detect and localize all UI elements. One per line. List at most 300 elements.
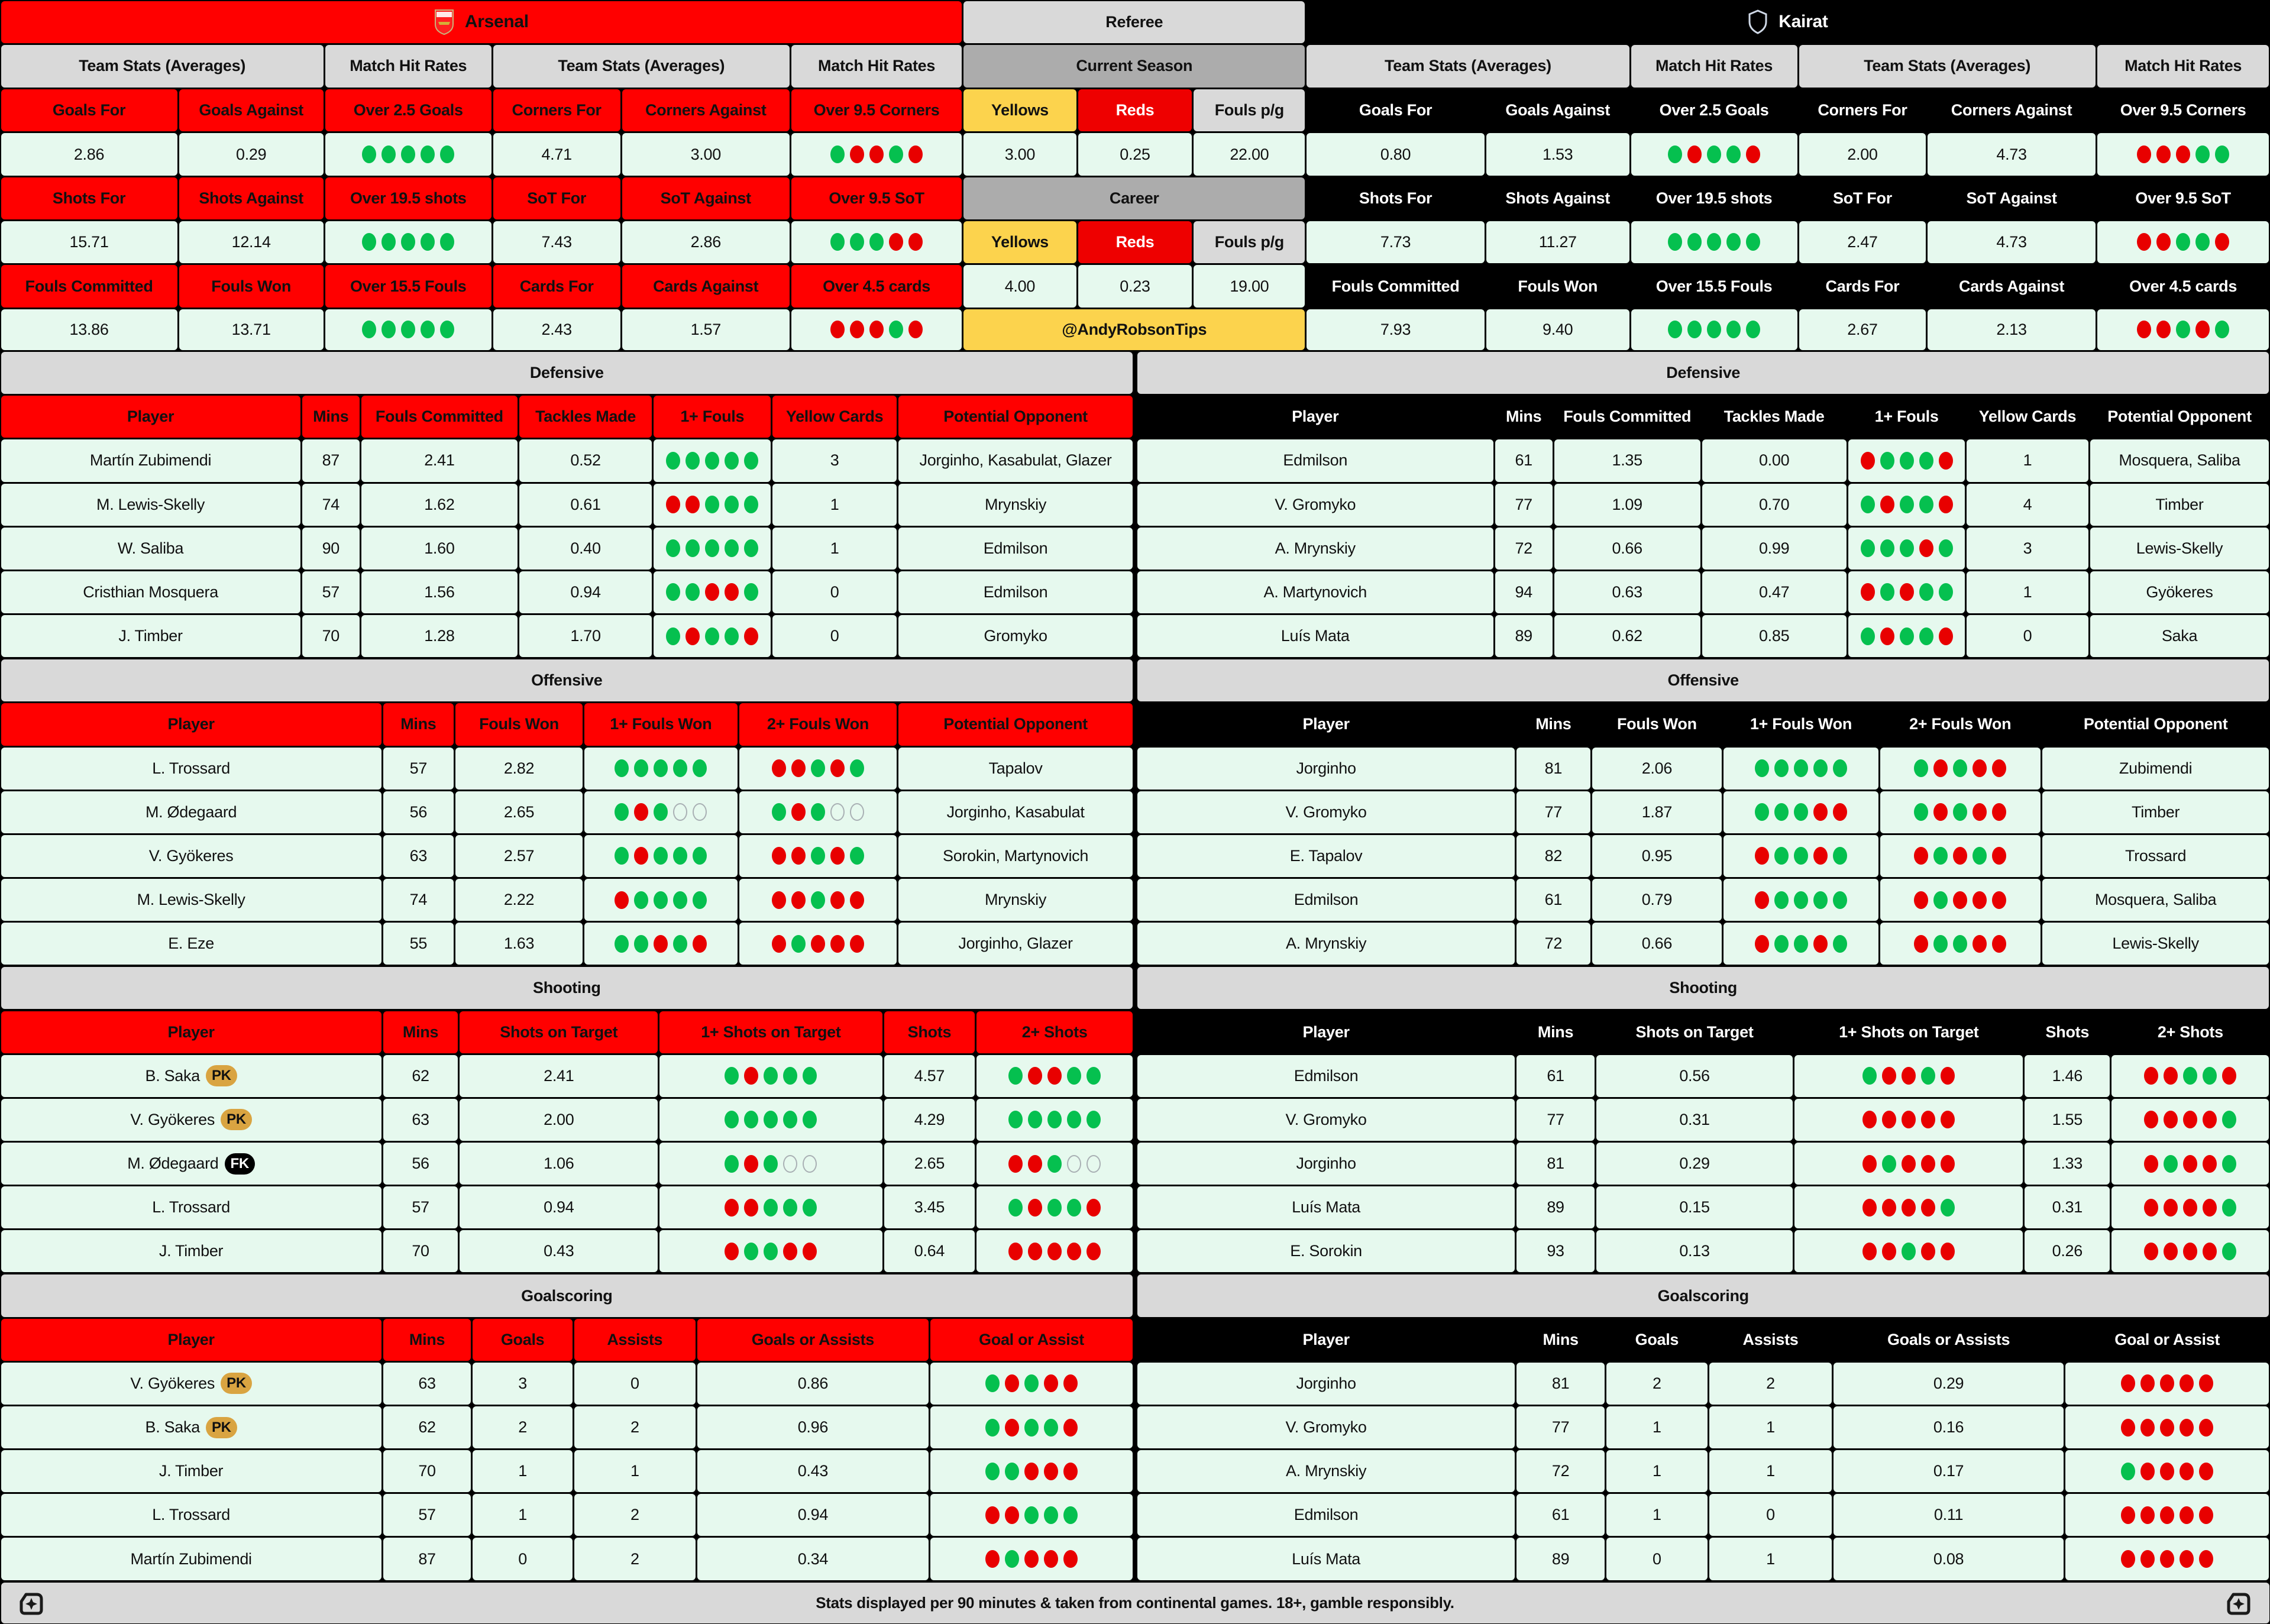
- form-dots: [985, 1374, 1078, 1392]
- column-header-2-fouls-won[interactable]: [1880, 703, 2041, 745]
- stat-value: 0.34: [797, 1549, 829, 1568]
- column-header-potential-opponent-text: Potential Opponent: [2107, 407, 2252, 426]
- column-header-2-fouls-won[interactable]: [739, 703, 897, 745]
- shooting-section-title: [1, 967, 1133, 1009]
- player-name-text: J. Timber: [118, 627, 183, 645]
- stat-cell: [898, 571, 1133, 613]
- column-header-tackles-made[interactable]: [519, 396, 652, 438]
- stat-cell: [930, 1494, 1133, 1536]
- column-header-player-text: Player: [167, 715, 215, 733]
- column-header-1-shots-on-target[interactable]: [659, 1011, 882, 1053]
- player-name[interactable]: [1137, 1143, 1515, 1185]
- stat-label-text: Goals Against: [199, 101, 303, 119]
- column-header-fouls-won[interactable]: [455, 703, 583, 745]
- stat-value: 81: [1551, 1374, 1570, 1392]
- column-header-yellow-cards-text: Yellow Cards: [1978, 407, 2077, 426]
- column-header-potential-opponent[interactable]: [2090, 396, 2269, 438]
- form-dots: [725, 1243, 817, 1260]
- hit-rate-cell: [325, 309, 491, 350]
- referee-career-value-text: 19.00: [1230, 277, 1269, 295]
- hit-dot-icon: [666, 583, 680, 601]
- stat-label: [1486, 265, 1629, 308]
- column-header-yellow-cards[interactable]: [772, 396, 897, 438]
- column-header-fouls-committed[interactable]: [1554, 396, 1700, 438]
- stat-label: [1, 177, 177, 219]
- hit-dot-icon: [744, 452, 758, 470]
- stat-value: 0.94: [570, 583, 601, 601]
- column-header-1-shots-on-target-text: 1+ Shots on Target: [701, 1023, 841, 1041]
- miss-dot-icon: [2160, 1463, 2174, 1480]
- stat-cell: [898, 748, 1133, 790]
- stat-value: 57: [409, 759, 428, 777]
- column-header-shots-on-target[interactable]: [460, 1011, 658, 1053]
- player-name[interactable]: [1137, 1055, 1515, 1097]
- player-name[interactable]: [1137, 1230, 1515, 1272]
- form-dots: [1862, 1067, 1955, 1085]
- miss-dot-icon: [2199, 1506, 2213, 1524]
- stat-cell: [1592, 879, 1722, 921]
- stat-cell: [654, 615, 771, 657]
- player-name[interactable]: [1, 1099, 381, 1141]
- social-handle-link[interactable]: [963, 309, 1305, 350]
- column-header-mins[interactable]: [302, 396, 360, 438]
- column-header-assists[interactable]: [1709, 1319, 1832, 1361]
- hit-dot-icon: [654, 847, 668, 865]
- hit-dot-icon: [1794, 891, 1808, 909]
- stat-value: 1.28: [424, 627, 455, 645]
- form-dots: [2137, 321, 2229, 338]
- hit-dot-icon: [1005, 1550, 1019, 1568]
- column-header-tackles-made[interactable]: [1702, 396, 1847, 438]
- column-header-1-fouls[interactable]: [1848, 396, 1965, 438]
- referee-career-value: [1078, 265, 1192, 308]
- player-name[interactable]: [1, 879, 381, 921]
- hit-dot-icon: [1774, 759, 1789, 777]
- stat-cell: [884, 1099, 975, 1141]
- form-dots: [1861, 496, 1953, 513]
- column-header-tackles-made-text: Tackles Made: [1723, 407, 1825, 426]
- stat-value: 55: [409, 934, 428, 953]
- stat-label-text: SoT For: [1833, 189, 1892, 207]
- miss-dot-icon: [666, 496, 680, 513]
- form-dots: [2144, 1155, 2236, 1173]
- player-name[interactable]: [1, 1450, 381, 1492]
- stat-value: 77: [1515, 495, 1532, 513]
- offensive-section-title-text: Offensive: [1667, 671, 1739, 690]
- stat-cell: [519, 528, 652, 570]
- referee-season-value: [963, 133, 1076, 176]
- hit-dot-icon: [1953, 803, 1967, 821]
- player-name[interactable]: [1137, 791, 1515, 833]
- column-header-player[interactable]: [1137, 396, 1493, 438]
- column-header-goals-or-assists[interactable]: [697, 1319, 929, 1361]
- away-team-header: [1307, 1, 2269, 44]
- empty-dot-icon: [830, 803, 845, 821]
- stat-label: [325, 265, 491, 308]
- column-header-mins[interactable]: [1495, 396, 1553, 438]
- player-name[interactable]: [1137, 879, 1515, 921]
- miss-dot-icon: [2121, 1419, 2135, 1437]
- hit-dot-icon: [1880, 539, 1894, 557]
- stat-cell: [2111, 1230, 2269, 1272]
- hit-rate-cell: [1631, 133, 1797, 176]
- stat-value: [179, 309, 324, 350]
- stat-value-text: 2.86: [690, 232, 721, 251]
- hit-dot-icon: [1774, 891, 1789, 909]
- hit-dot-icon: [744, 1243, 758, 1260]
- stat-cell: [2111, 1099, 2269, 1141]
- stat-value: 1.35: [1612, 451, 1642, 470]
- hit-rate-cell: [325, 221, 491, 264]
- player-name[interactable]: [1137, 1450, 1515, 1492]
- stat-value: 1.09: [1612, 495, 1642, 513]
- stat-label-text: Cards Against: [653, 277, 759, 295]
- player-name-text: Edmilson: [1294, 1506, 1359, 1524]
- stat-value: 0.66: [1612, 539, 1642, 557]
- miss-dot-icon: [2144, 1111, 2158, 1128]
- column-header-goal-or-assist-text: Goal or Assist: [979, 1330, 1084, 1348]
- column-header-goals-or-assists[interactable]: [1834, 1319, 2064, 1361]
- stat-value: Gromyko: [984, 627, 1047, 645]
- miss-dot-icon: [2183, 1111, 2197, 1128]
- miss-dot-icon: [2183, 1243, 2197, 1260]
- stat-value-text: 1.57: [690, 320, 721, 338]
- column-header-goals[interactable]: [1606, 1319, 1708, 1361]
- group-header-0-text: Team Stats (Averages): [1385, 57, 1551, 75]
- player-name[interactable]: [1, 615, 300, 657]
- column-header-player[interactable]: [1, 703, 381, 745]
- stat-cell: [1606, 1450, 1708, 1492]
- hit-dot-icon: [362, 145, 376, 163]
- stat-label: [1928, 177, 2095, 219]
- stat-cell: [1967, 615, 2088, 657]
- hit-dot-icon: [666, 627, 680, 645]
- column-header-2-shots[interactable]: [976, 1011, 1133, 1053]
- player-name[interactable]: [1137, 923, 1515, 965]
- hit-dot-icon: [2215, 145, 2229, 163]
- player-name-text: J. Timber: [159, 1242, 224, 1260]
- stat-cell: [739, 791, 897, 833]
- kairat-shield-icon: [1748, 9, 1768, 35]
- column-header-mins[interactable]: [1516, 703, 1590, 745]
- miss-dot-icon: [1063, 1550, 1078, 1568]
- player-name[interactable]: [1, 1230, 381, 1272]
- stat-value: 57: [412, 1198, 429, 1217]
- player-name[interactable]: [1137, 1406, 1515, 1448]
- column-header-mins[interactable]: [1516, 1011, 1595, 1053]
- stat-value: 3.45: [914, 1198, 945, 1217]
- miss-dot-icon: [1087, 1199, 1101, 1217]
- stat-cell: [2111, 1055, 2269, 1097]
- miss-dot-icon: [1921, 1243, 1935, 1260]
- hit-dot-icon: [783, 1199, 797, 1217]
- player-name[interactable]: [1, 1143, 381, 1185]
- form-dots: [615, 759, 707, 777]
- miss-dot-icon: [2222, 1067, 2236, 1085]
- player-name[interactable]: [1, 835, 381, 877]
- hit-dot-icon: [1755, 759, 1769, 777]
- stat-cell: [697, 1494, 929, 1536]
- hit-dot-icon: [1755, 803, 1769, 821]
- column-header-shots-on-target[interactable]: [1596, 1011, 1793, 1053]
- player-name[interactable]: [1137, 484, 1493, 526]
- stat-cell: [473, 1363, 572, 1405]
- miss-dot-icon: [1044, 1463, 1058, 1480]
- column-header-2-shots-text: 2+ Shots: [1021, 1023, 1088, 1041]
- home-team-header: [1, 1, 962, 44]
- player-name[interactable]: [1, 1363, 381, 1405]
- column-header-fouls-committed[interactable]: [361, 396, 518, 438]
- stat-label-text: Fouls Won: [1518, 277, 1598, 295]
- hit-dot-icon: [401, 233, 415, 251]
- stat-value: 1.63: [503, 934, 535, 953]
- column-header-1-fouls[interactable]: [654, 396, 771, 438]
- player-name[interactable]: [1137, 835, 1515, 877]
- stat-cell: [1596, 1099, 1793, 1141]
- stat-cell: [1834, 1363, 2064, 1405]
- player-name[interactable]: [1, 484, 300, 526]
- column-header-potential-opponent[interactable]: [898, 703, 1133, 745]
- column-header-shots-text: Shots: [2045, 1023, 2090, 1041]
- stat-label: [493, 89, 620, 132]
- miss-dot-icon: [2121, 1374, 2135, 1392]
- hit-dot-icon: [764, 1155, 778, 1173]
- miss-dot-icon: [2137, 321, 2151, 338]
- form-dots: [2121, 1506, 2213, 1524]
- stat-label-text: Shots For: [52, 189, 126, 207]
- player-name[interactable]: [1137, 528, 1493, 570]
- stat-value: 0.26: [2052, 1242, 2083, 1260]
- player-name[interactable]: [1, 1055, 381, 1097]
- player-name[interactable]: [1, 748, 381, 790]
- hit-dot-icon: [666, 452, 680, 470]
- hit-dot-icon: [1067, 1111, 1081, 1128]
- referee-season-value-text: 22.00: [1230, 145, 1269, 163]
- stat-label: [622, 177, 790, 219]
- miss-dot-icon: [869, 321, 884, 338]
- column-header-player[interactable]: [1137, 1011, 1515, 1053]
- stat-cell: [1592, 791, 1722, 833]
- stat-cell: [1723, 748, 1878, 790]
- form-dots: [985, 1463, 1078, 1480]
- hit-dot-icon: [685, 452, 700, 470]
- referee-title-text: Referee: [1105, 12, 1163, 31]
- column-header-assists[interactable]: [574, 1319, 696, 1361]
- column-header-potential-opponent[interactable]: [2042, 703, 2269, 745]
- stat-cell: [2042, 923, 2269, 965]
- stat-label-text: Shots Against: [199, 189, 303, 207]
- miss-dot-icon: [1028, 1067, 1042, 1085]
- form-dots: [772, 759, 864, 777]
- hit-rate-cell: [325, 133, 491, 176]
- stat-value: 0.63: [1612, 583, 1642, 601]
- player-name-text: J. Timber: [159, 1462, 224, 1480]
- stat-label: [622, 265, 790, 308]
- stat-value: 1.55: [2052, 1110, 2083, 1128]
- player-name[interactable]: [1, 1186, 381, 1228]
- stat-label: [1928, 265, 2095, 308]
- group-header-3-text: Match Hit Rates: [818, 57, 936, 75]
- stat-cell: [898, 923, 1133, 965]
- stat-value: 0: [630, 1374, 639, 1392]
- group-header-3: [2097, 45, 2269, 88]
- miss-dot-icon: [2160, 1550, 2174, 1568]
- miss-dot-icon: [889, 233, 903, 251]
- referee-career-value-text: 0.23: [1120, 277, 1150, 295]
- stat-cell: [1709, 1538, 1832, 1580]
- player-name[interactable]: [1, 791, 381, 833]
- player-name[interactable]: [1137, 1363, 1515, 1405]
- column-header-player[interactable]: [1137, 1319, 1515, 1361]
- stat-cell: [659, 1099, 882, 1141]
- stat-cell: [383, 1186, 458, 1228]
- player-name-text: V. Gromyko: [1285, 1418, 1367, 1437]
- column-header-1-shots-on-target[interactable]: [1794, 1011, 2023, 1053]
- player-name-text: B. Saka: [145, 1418, 200, 1437]
- stat-label: [493, 265, 620, 308]
- miss-dot-icon: [1882, 1067, 1896, 1085]
- stat-cell: [930, 1450, 1133, 1492]
- column-header-player[interactable]: [1137, 703, 1515, 745]
- form-dots: [1861, 452, 1953, 470]
- stat-value: [1307, 133, 1485, 176]
- column-header-player-text: Player: [1302, 1023, 1350, 1041]
- player-name[interactable]: [1137, 1538, 1515, 1580]
- column-header-potential-opponent[interactable]: [898, 396, 1133, 438]
- player-name[interactable]: [1, 923, 381, 965]
- player-name[interactable]: [1137, 1186, 1515, 1228]
- stat-cell: [1848, 571, 1965, 613]
- hit-dot-icon: [1939, 583, 1953, 601]
- miss-dot-icon: [2156, 145, 2171, 163]
- hit-dot-icon: [1900, 627, 1914, 645]
- stat-cell: [460, 1186, 658, 1228]
- hit-dot-icon: [1833, 847, 1847, 865]
- column-header-player[interactable]: [1, 396, 300, 438]
- stat-cell: [898, 791, 1133, 833]
- form-dots: [2144, 1199, 2236, 1217]
- stat-cell: [1516, 1230, 1595, 1272]
- hit-dot-icon: [1939, 539, 1953, 557]
- miss-dot-icon: [1933, 803, 1948, 821]
- column-header-yellow-cards[interactable]: [1967, 396, 2088, 438]
- column-header-shots[interactable]: [2025, 1011, 2110, 1053]
- miss-dot-icon: [1028, 1155, 1042, 1173]
- stat-value: 2: [630, 1418, 639, 1437]
- stat-cell: [654, 484, 771, 526]
- stat-value: 0.64: [914, 1242, 945, 1260]
- column-header-player[interactable]: [1, 1011, 381, 1053]
- hit-dot-icon: [381, 233, 396, 251]
- column-header-1-fouls-won[interactable]: [1723, 703, 1878, 745]
- player-name[interactable]: [1, 439, 300, 481]
- offensive-section-title: [1, 659, 1133, 701]
- stat-cell: [1709, 1494, 1832, 1536]
- stat-cell: [460, 1230, 658, 1272]
- stat-cell: [1596, 1143, 1793, 1185]
- stat-value: 2.65: [503, 803, 535, 821]
- defensive-section-title-text: Defensive: [1666, 364, 1741, 382]
- player-name[interactable]: [1, 1494, 381, 1536]
- column-header-1-fouls-won[interactable]: [584, 703, 738, 745]
- column-header-1-fouls-won-text: 1+ Fouls Won: [1750, 715, 1852, 733]
- form-dots: [772, 891, 864, 909]
- player-name[interactable]: [1, 528, 300, 570]
- player-name[interactable]: [1, 1406, 381, 1448]
- player-name[interactable]: [1137, 1099, 1515, 1141]
- column-header-goals[interactable]: [473, 1319, 572, 1361]
- player-name[interactable]: [1137, 615, 1493, 657]
- group-header-2: [1799, 45, 2096, 88]
- stat-value: 0: [1653, 1549, 1661, 1568]
- column-header-goal-or-assist[interactable]: [930, 1319, 1133, 1361]
- stat-cell: [1606, 1406, 1708, 1448]
- hit-dot-icon: [2195, 233, 2210, 251]
- hit-dot-icon: [1919, 627, 1933, 645]
- player-name[interactable]: [1137, 748, 1515, 790]
- miss-dot-icon: [1005, 1374, 1019, 1392]
- penalty-taker-badge: PK: [206, 1065, 237, 1086]
- player-name[interactable]: [1137, 571, 1493, 613]
- miss-dot-icon: [744, 1155, 758, 1173]
- column-header-2-shots[interactable]: [2111, 1011, 2269, 1053]
- referee-season-value: [1078, 133, 1192, 176]
- stat-cell: [1606, 1538, 1708, 1580]
- stat-cell: [2042, 791, 2269, 833]
- column-header-goal-or-assist-text: Goal or Assist: [2114, 1330, 2220, 1348]
- hit-dot-icon: [803, 1111, 817, 1128]
- form-dots: [1861, 539, 1953, 557]
- column-header-shots[interactable]: [884, 1011, 975, 1053]
- stat-value: 0.66: [1641, 934, 1673, 953]
- stat-value: [1799, 221, 1926, 264]
- hit-dot-icon: [1933, 891, 1948, 909]
- column-header-mins[interactable]: [383, 703, 454, 745]
- miss-dot-icon: [830, 935, 845, 953]
- stat-cell: [1516, 1143, 1595, 1185]
- player-name[interactable]: [1137, 1494, 1515, 1536]
- column-header-goal-or-assist[interactable]: [2065, 1319, 2269, 1361]
- empty-dot-icon: [693, 803, 707, 821]
- column-header-fouls-won[interactable]: [1592, 703, 1722, 745]
- yellows-header-text: Yellows: [991, 232, 1049, 251]
- miss-dot-icon: [2144, 1243, 2158, 1260]
- miss-dot-icon: [1921, 1111, 1935, 1128]
- stat-value: [1486, 133, 1629, 176]
- miss-dot-icon: [1953, 891, 1967, 909]
- stat-value: 0.00: [1758, 451, 1790, 470]
- reds-header: [1078, 89, 1192, 132]
- column-header-player[interactable]: [1, 1319, 381, 1361]
- stat-value: 1: [1766, 1462, 1775, 1480]
- free-kick-taker-badge: FK: [225, 1153, 255, 1175]
- column-header-mins[interactable]: [1516, 1319, 1605, 1361]
- hit-dot-icon: [1794, 935, 1808, 953]
- column-header-mins[interactable]: [383, 1319, 471, 1361]
- miss-dot-icon: [1063, 1463, 1078, 1480]
- player-name[interactable]: [1, 571, 300, 613]
- column-header-tackles-made-text: Tackles Made: [535, 407, 636, 426]
- player-name[interactable]: [1137, 439, 1493, 481]
- stat-value: [1928, 221, 2095, 264]
- column-header-mins[interactable]: [383, 1011, 458, 1053]
- stat-cell: [2042, 879, 2269, 921]
- player-name[interactable]: [1, 1538, 381, 1580]
- stat-value: 77: [1544, 803, 1563, 821]
- stat-cell: [976, 1143, 1133, 1185]
- group-header-3: [791, 45, 962, 88]
- stat-cell: [898, 484, 1133, 526]
